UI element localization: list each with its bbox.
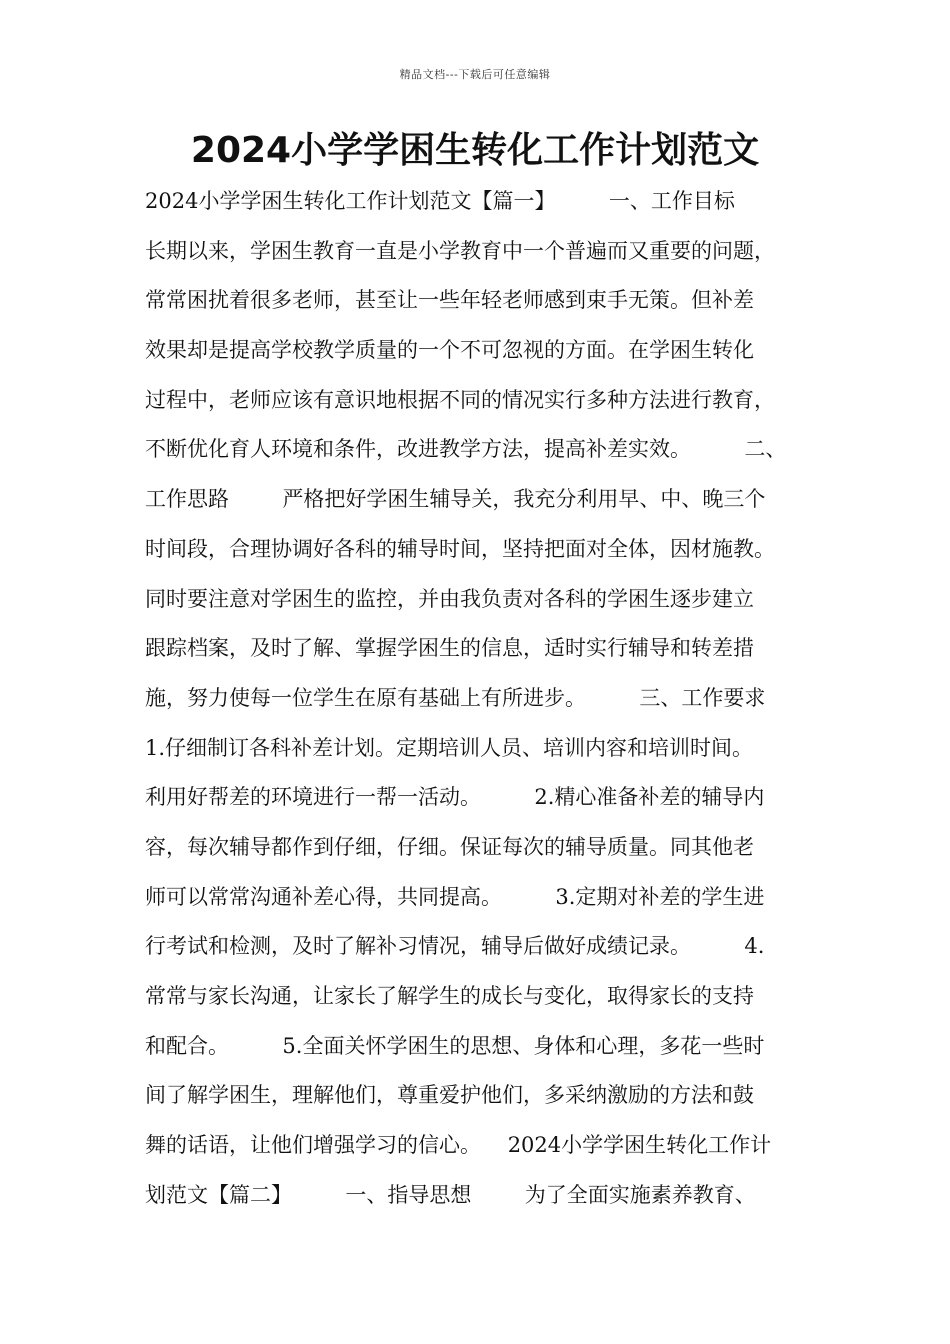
body-line: 行考试和检测，及时了解补习情况，辅导后做好成绩记录。 4.: [145, 934, 765, 959]
body-line: 时间段，合理协调好各科的辅导时间，坚持把面对全体，因材施教。: [145, 536, 775, 561]
body-line: 师可以常常沟通补差心得，共同提高。 3.定期对补差的学生进: [145, 884, 765, 909]
body-line: 常常困扰着很多老师，甚至让一些年轻老师感到束手无策。但补差: [145, 288, 754, 313]
body-line: 利用好帮差的环境进行一帮一活动。 2.精心准备补差的辅导内: [145, 785, 765, 810]
body-line: 过程中，老师应该有意识地根据不同的情况实行多种方法进行教育，: [145, 387, 775, 412]
body-line: 工作思路 严格把好学困生辅导关，我充分利用早、中、晚三个: [145, 487, 766, 512]
body-line: 效果却是提高学校教学质量的一个不可忽视的方面。在学困生转化: [145, 338, 754, 363]
body-line: 施，努力使每一位学生在原有基础上有所进步。 三、工作要求: [145, 685, 766, 710]
document-body: [145, 177, 825, 1220]
body-line: 常常与家长沟通，让家长了解学生的成长与变化，取得家长的支持: [145, 984, 754, 1008]
body-line: 跟踪档案，及时了解、掌握学困生的信息，适时实行辅导和转差措: [145, 636, 754, 661]
body-line: 舞的话语，让他们增强学习的信心。 2024小学学困生转化工作计: [145, 1133, 772, 1158]
body-line: 划范文【篇二】 一、指导思想 为了全面实施素养教育、: [145, 1182, 756, 1207]
body-line: 1.仔细制订各科补差计划。定期培训人员、培训内容和培训时间。: [145, 735, 754, 760]
body-line: 长期以来，学困生教育一直是小学教育中一个普遍而又重要的问题，: [145, 238, 775, 263]
document-title: 2024小学学困生转化工作计划范文: [190, 130, 760, 171]
body-line: 同时要注意对学困生的监控，并由我负责对各科的学困生逐步建立: [145, 586, 754, 611]
body-line: 2024小学学困生转化工作计划范文【篇一】 一、工作目标: [145, 189, 735, 213]
body-line: 和配合。 5.全面关怀学困生的思想、身体和心理，多花一些时: [145, 1033, 765, 1058]
body-line: 容，每次辅导都作到仔细，仔细。保证每次的辅导质量。同其他老: [145, 834, 754, 859]
header-note: 精品文档---下载后可任意编辑: [399, 68, 551, 81]
body-line: 不断优化育人环境和条件，改进教学方法，提高补差实效。 二、: [145, 437, 787, 462]
body-line: 间了解学困生，理解他们，尊重爱护他们，多采纳激励的方法和鼓: [145, 1083, 754, 1108]
